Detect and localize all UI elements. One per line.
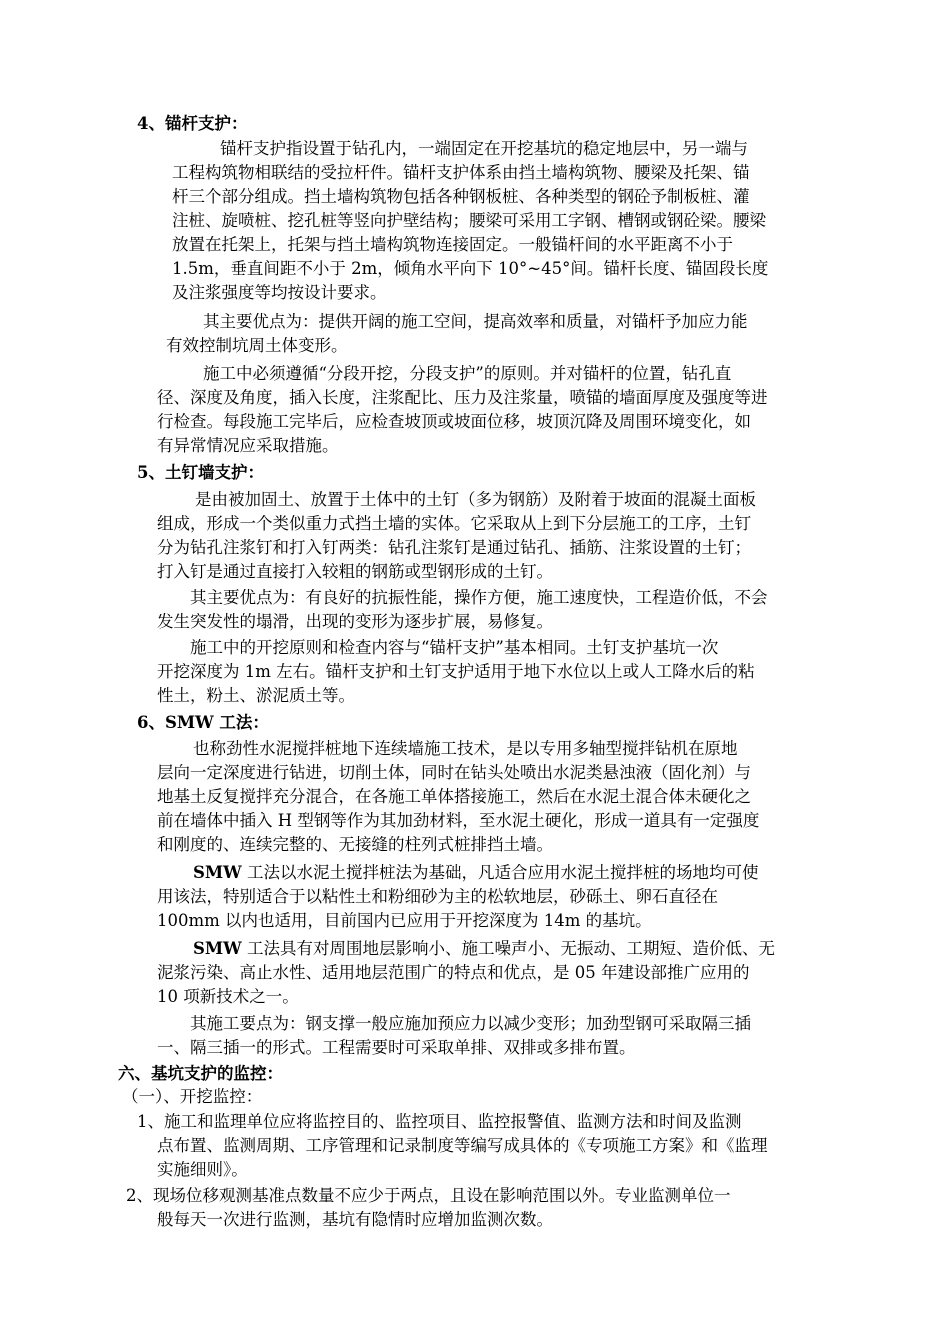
paragraph-line: 10 项新技术之一。 [157, 987, 299, 1006]
paragraph-line: 分为钻孔注浆钉和打入钉两类：钻孔注浆钉是通过钻孔、插筋、注浆设置的土钉； [157, 538, 751, 557]
paragraph-line: 层向一定深度进行钻进，切削土体，同时在钻头处喷出水泥类悬浊液（固化剂）与 [157, 763, 751, 782]
paragraph-line: 其主要优点为：提供开阔的施工空间，提高效率和质量，对锚杆予加应力能 [203, 312, 748, 331]
paragraph-line: 组成，形成一个类似重力式挡土墙的实体。它采取从上到下分层施工的工序，土钉 [157, 514, 751, 533]
paragraph-line: 其施工要点为：钢支撑一般应施加预应力以减少变形；加劲型钢可采取隔三插 [190, 1014, 751, 1033]
list-item-line: 2、现场位移观测基准点数量不应少于两点，且设在影响范围以外。专业监测单位一 [126, 1186, 731, 1205]
paragraph-line-first [193, 937, 832, 961]
paragraph-line: 性土，粉土、淤泥质土等。 [157, 686, 355, 705]
list-item-line: 实施细则》。 [157, 1160, 248, 1179]
paragraph-line: 其主要优点为：有良好的抗振性能，操作方便，施工速度快，工程造价低，不会 [190, 588, 768, 607]
smw-bold-term: SMW [193, 863, 242, 882]
paragraph-line: 一、隔三插一的形式。工程需要时可采取单排、双排或多排布置。 [157, 1038, 636, 1057]
paragraph-line: 工程构筑物相联结的受拉杆件。锚杆支护体系由挡土墙构筑物、腰梁及托架、锚 [172, 163, 750, 182]
section-heading-anchor-support: 4、锚杆支护： [137, 114, 248, 133]
list-item-line: 般每天一次进行监测，基坑有隐情时应增加监测次数。 [157, 1210, 553, 1229]
paragraph-line: 锚杆支护指设置于钻孔内，一端固定在开挖基坑的稳定地层中，另一端与 [220, 139, 748, 158]
paragraph-text: 工法具有对周围地层影响小、施工噪声小、无振动、工期短、造价低、无 [241, 939, 775, 958]
paragraph-line: 及注浆强度等均按设计要求。 [172, 283, 387, 302]
paragraph-line: 100mm 以内也适用，目前国内已应用于开挖深度为 14m 的基坑。 [157, 911, 652, 930]
paragraph-line: 是由被加固土、放置于土体中的土钉（多为钢筋）及附着于坡面的混凝土面板 [195, 490, 756, 509]
paragraph-line: 也称劲性水泥搅拌桩地下连续墙施工技术，是以专用多轴型搅拌钻机在原地 [193, 739, 738, 758]
paragraph-line: 行检查。每段施工完毕后，应检查坡顶或坡面位移，坡顶沉降及周围环境变化，如 [157, 412, 751, 431]
chapter-heading-monitoring: 六、基坑支护的监控： [118, 1064, 283, 1083]
paragraph-line: 径、深度及角度，插入长度，注浆配比、压力及注浆量，喷锚的墙面厚度及强度等进 [157, 388, 768, 407]
paragraph-line: 放置在托架上，托架与挡土墙构筑物连接固定。一般锚杆间的水平距离不小于 [172, 235, 733, 254]
paragraph-line: 打入钉是通过直接打入较粗的钢筋或型钢形成的土钉。 [157, 562, 553, 581]
paragraph-line: 用该法，特别适合于以粘性土和粉细砂为主的松软地层，砂砾土、卵石直径在 [157, 887, 718, 906]
paragraph-line: 1.5m，垂直间距不小于 2m，倾角水平向下 10°~45°间。锚杆长度、锚固段长度 [172, 259, 769, 278]
paragraph-line: 有效控制坑周土体变形。 [166, 336, 348, 355]
paragraph-line: 和刚度的、连续完整的、无接缝的柱列式桩排挡土墙。 [157, 835, 553, 854]
section-heading-smw-method: 6、SMW 工法： [137, 713, 269, 732]
paragraph-line: 施工中必须遵循“分段开挖，分段支护”的原则。并对锚杆的位置，钻孔直 [203, 364, 732, 383]
subheading-excavation-monitoring: （一）、开挖监控： [122, 1087, 263, 1106]
list-item-line: 点布置、监测周期、工序管理和记录制度等编写成具体的《专项施工方案》和《监理 [157, 1136, 768, 1155]
paragraph-line: 杆三个部分组成。挡土墙构筑物包括各种钢板桩、各种类型的钢砼予制板桩、灌 [172, 187, 750, 206]
paragraph-text: 工法以水泥土搅拌桩法为基础，凡适合应用水泥土搅拌桩的场地均可使 [241, 863, 759, 882]
section-heading-soil-nail-wall: 5、土钉墙支护： [137, 463, 264, 482]
list-item-line: 1、施工和监理单位应将监控目的、监控项目、监控报警值、监测方法和时间及监测 [137, 1112, 742, 1131]
paragraph-line: 有异常情况应采取措施。 [157, 436, 339, 455]
paragraph-line: 地基土反复搅拌充分混合，在各施工单体搭接施工，然后在水泥土混合体未硬化之 [157, 787, 751, 806]
paragraph-line-first [193, 861, 832, 885]
paragraph-line: 注桩、旋喷桩、挖孔桩等竖向护壁结构；腰梁可采用工字钢、槽钢或钢砼梁。腰梁 [172, 211, 766, 230]
paragraph-line: 开挖深度为 1m 左右。锚杆支护和土钉支护适用于地下水位以上或人工降水后的粘 [157, 662, 755, 681]
paragraph-line: 泥浆污染、高止水性、适用地层范围广的特点和优点，是 05 年建设部推广应用的 [157, 963, 750, 982]
smw-bold-term: SMW [193, 939, 242, 958]
paragraph-line: 发生突发性的塌滑，出现的变形为逐步扩展，易修复。 [157, 612, 553, 631]
paragraph-line: 施工中的开挖原则和检查内容与“锚杆支护”基本相同。土钉支护基坑一次 [190, 638, 719, 657]
paragraph-line: 前在墙体中插入 H 型钢等作为其加劲材料，至水泥土硬化，形成一道具有一定强度 [157, 811, 760, 830]
